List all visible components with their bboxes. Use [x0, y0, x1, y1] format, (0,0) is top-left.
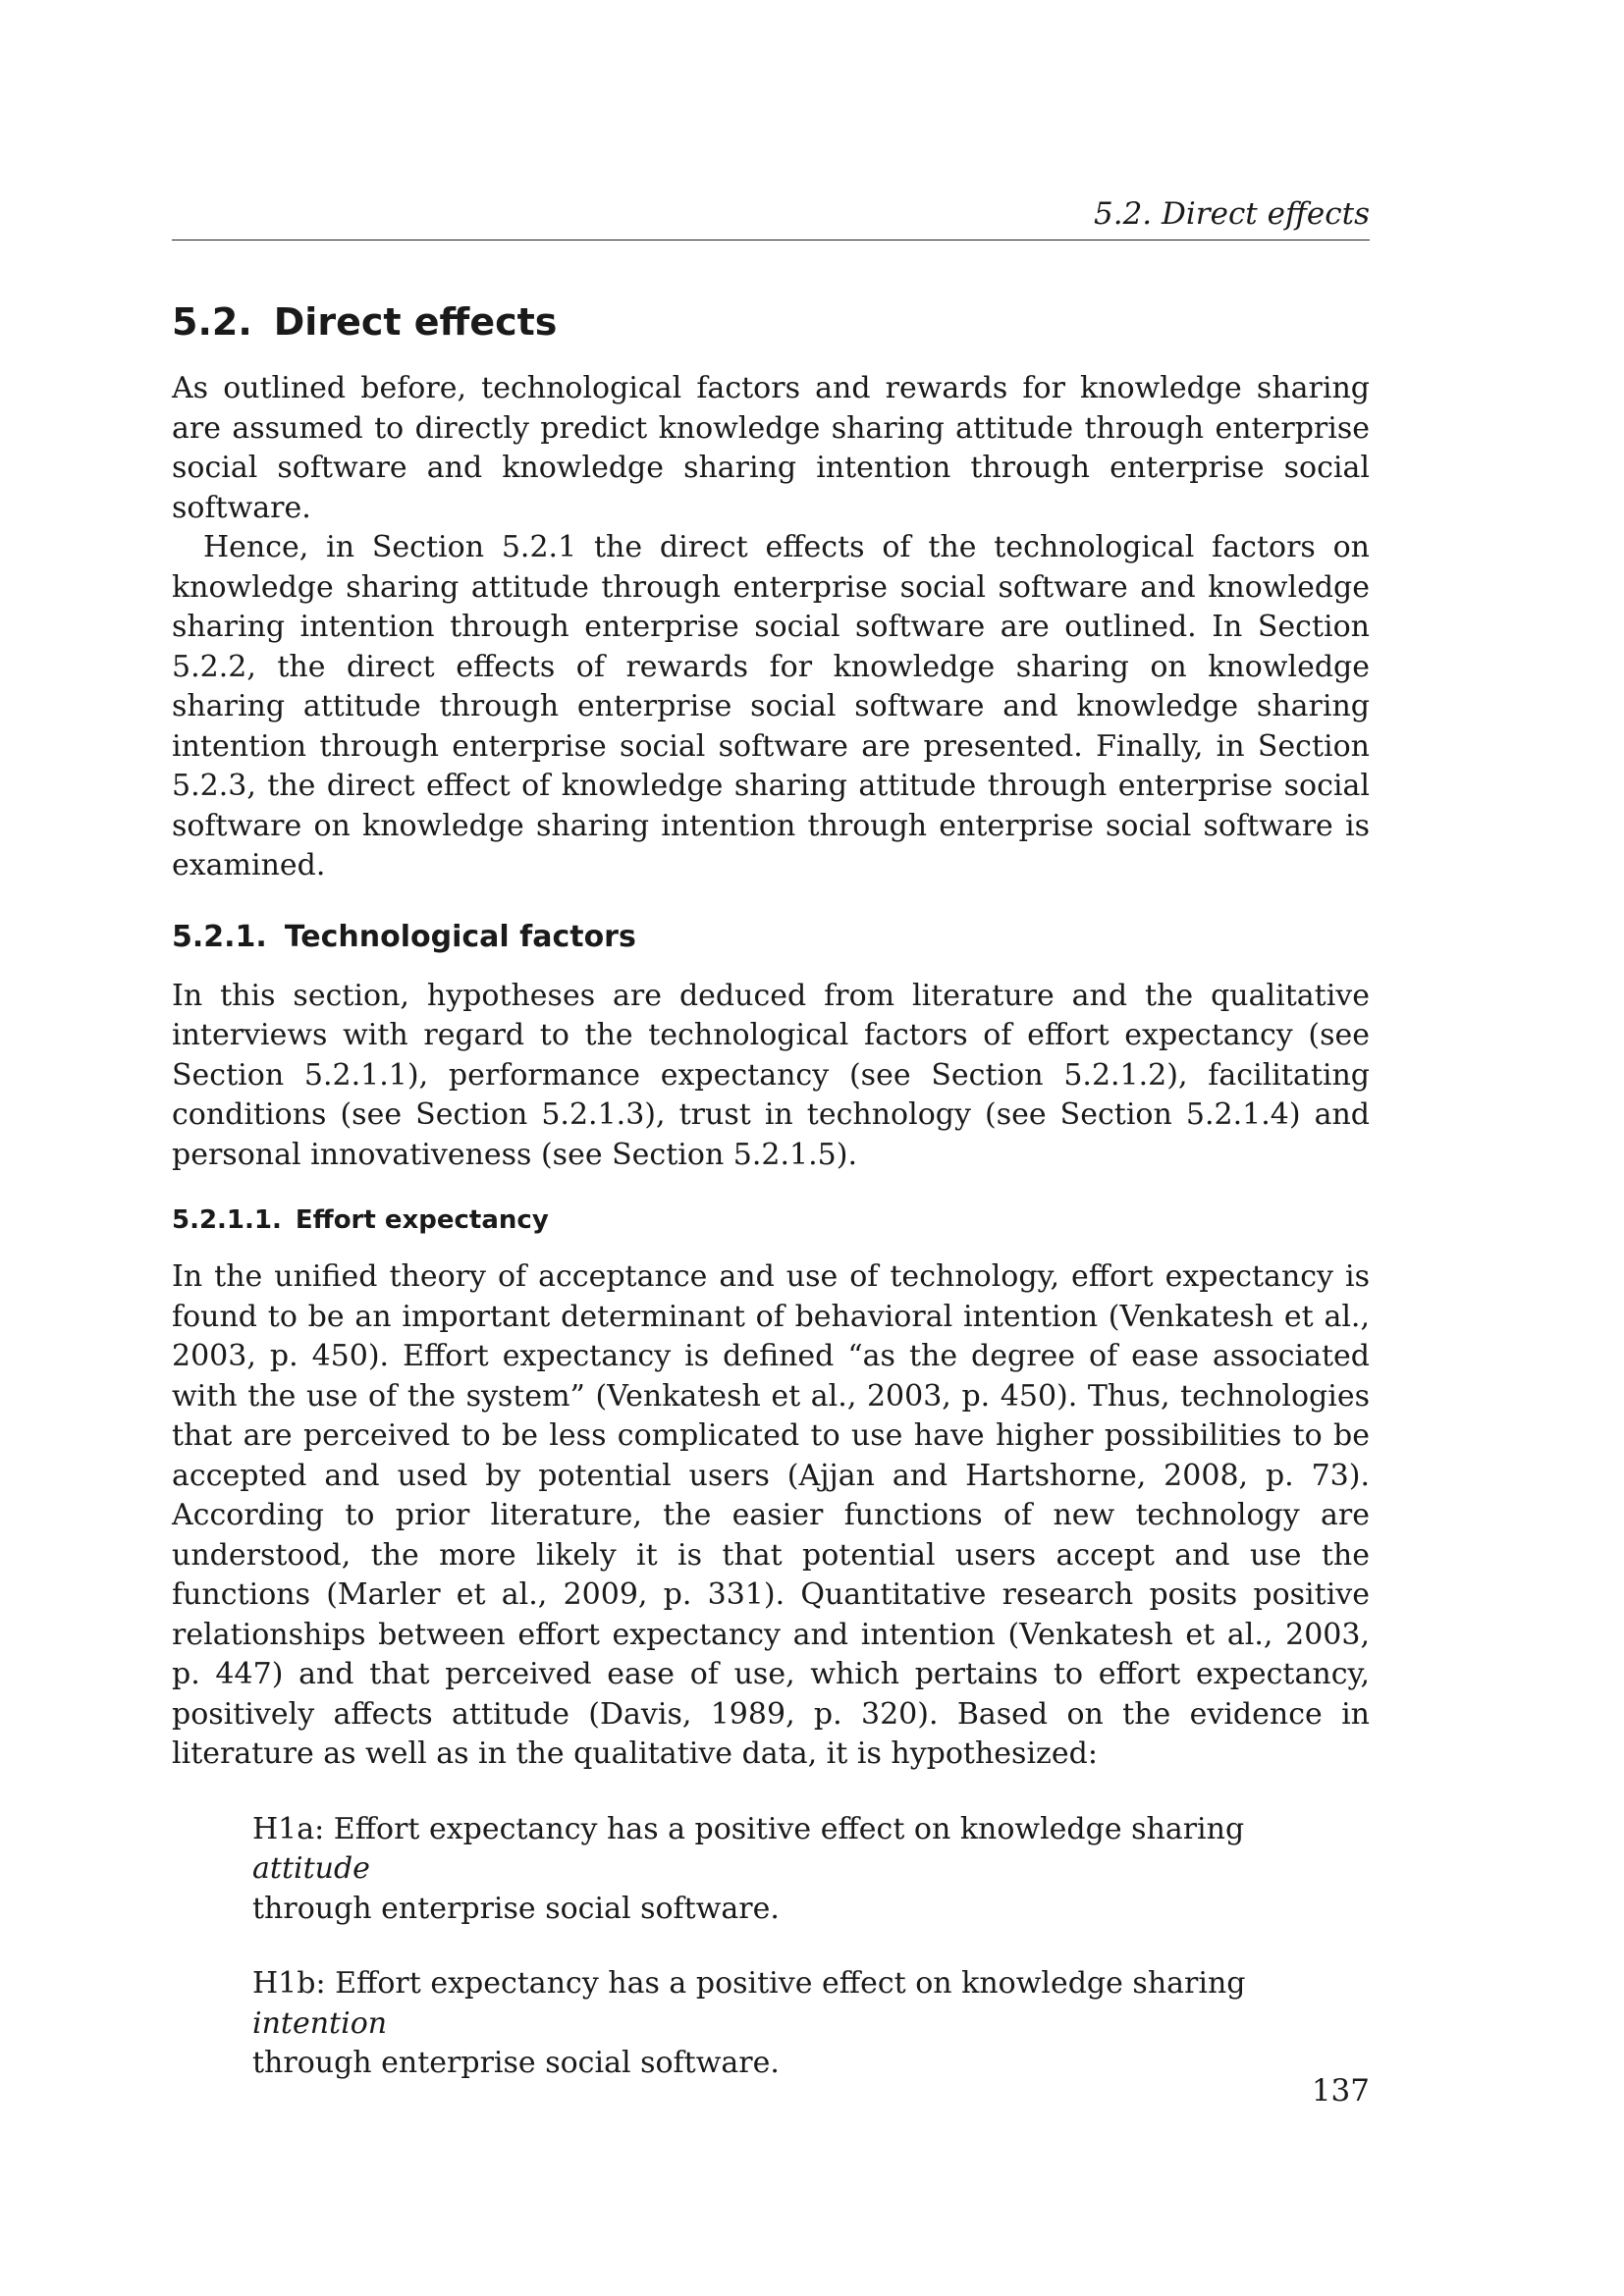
subsection-number: 5.2.1.	[172, 919, 267, 954]
subsection-paragraph: In this section, hypotheses are deduced from literature and the qualitative interviews with regard to the technological factors of effort expectancy (see Section 5.2.1.1), performance expectancy (see Section 5.2.1.2), facilitating conditions (see Section 5.2.1.3), trust in technology (see Section 5.2.1.4) and personal innovativeness (see Section 5.2.1.5).	[172, 978, 1370, 1172]
hypothesis-label: H1b:	[252, 1966, 326, 2001]
subsubsection-paragraph: In the unified theory of acceptance and use of technology, effort expectancy is found to be an important determinant of behavioral intention (Venkatesh et al., 2003, p. 450). Effort expectancy is defined “as the degree of ease associated with the use of the system” (Venkatesh et al., 2003, p. 450). Thus, technologies that are perceived to be less complicated to use have higher possibilities to be accepted and used by potential users (Ajjan and Hartshorne, 2008, p. 73). According to prior literature, the easier functions of new technology are understood, the more likely it is that potential users accept and use the functions (Marler et al., 2009, p. 331). Quantitative research posits positive relationships between effort expectancy and intention (Venkatesh et al., 2003, p. 447) and that perceived ease of use, which pertains to effort expectancy, positively affects attitude (Davis, 1989, p. 320). Based on the evidence in literature as well as in the qualitative data, it is hypothesized:	[172, 1259, 1370, 1771]
section-number: 5.2.	[172, 300, 252, 344]
hypothesis-h1a	[252, 1810, 1370, 1930]
section-heading	[172, 294, 1370, 349]
hypothesis-text: Effort expectancy has a positive effect on knowledge sharing	[335, 1966, 1246, 2001]
hypothesis-h1b	[252, 1964, 1370, 2084]
hypothesis-emphasis: intention	[252, 2005, 388, 2041]
hypothesis-text: Effort expectancy has a positive effect on knowledge sharing	[333, 1811, 1245, 1846]
subsection-heading	[172, 916, 1370, 959]
page-content	[172, 294, 1370, 2084]
hypothesis-emphasis: attitude	[252, 1851, 370, 1886]
subsection-title: Technological factors	[284, 919, 636, 954]
subsubsection-number: 5.2.1.1.	[172, 1205, 282, 1235]
section-intro-paragraph: As outlined before, technological factors and rewards for knowledge sharing are assumed to directly predict knowledge sharing attitude through enterprise social software and knowledge sharing intention through enterprise social software.	[172, 371, 1370, 525]
hypothesis-text-end: through enterprise social software.	[252, 1891, 780, 1926]
section-title: Direct effects	[273, 300, 558, 344]
page-number: 137	[1311, 2073, 1370, 2109]
hypothesis-text-end: through enterprise social software.	[252, 2046, 780, 2080]
subsubsection-title: Effort expectancy	[295, 1205, 549, 1235]
section-overview-paragraph: Hence, in Section 5.2.1 the direct effects of the technological factors on knowledge sharing attitude through enterprise social software and knowledge sharing intention through enterprise social software are outlined. In Section 5.2.2, the direct effects of rewards for knowledge sharing on knowledge sharing attitude through enterprise social software and knowledge sharing intention through enterprise social software are presented. Finally, in Section 5.2.3, the direct effect of knowledge sharing attitude through enterprise social software on knowledge sharing intention through enterprise social software is examined.	[172, 530, 1370, 882]
running-header: 5.2. Direct effects	[1094, 196, 1370, 232]
subsubsection-heading	[172, 1201, 1370, 1240]
hypothesis-label: H1a:	[252, 1811, 325, 1846]
